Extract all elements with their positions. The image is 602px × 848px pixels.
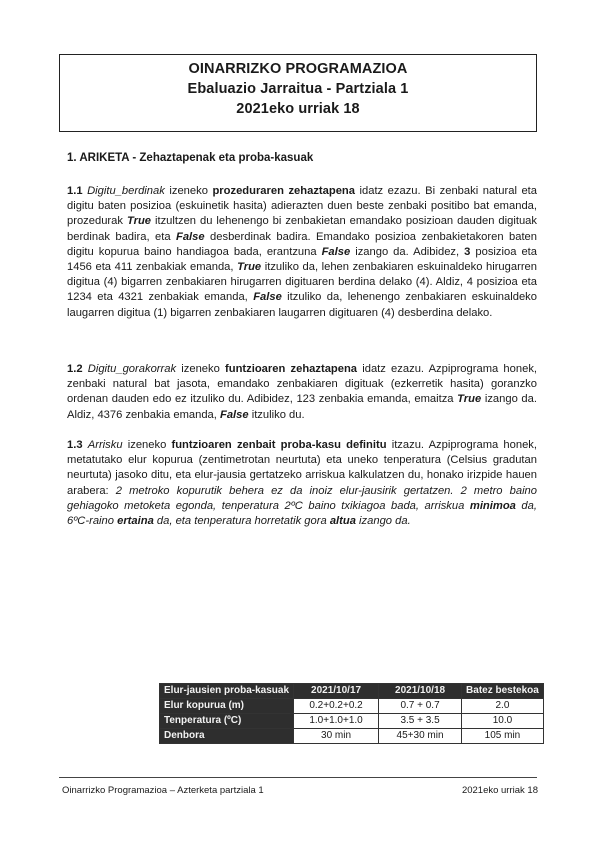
emphasis: funtzioaren zehaztapena <box>225 363 358 375</box>
criteria-text: izango da. <box>355 515 411 528</box>
emphasis: prozeduraren zehaztapena <box>212 185 355 197</box>
table-header-row <box>160 684 544 699</box>
function-name: Digitu_gorakorrak <box>87 363 177 375</box>
text: itzuliko da, lehen zenbakiaren eskuinaldeko hirugarren digitua (4) bigarren zenbakiaren hirugarren digituaren berdina delako (4). Aldiz, 4 posizioa eta 1234 eta 4321 zenbakiak emanda, <box>67 261 537 304</box>
section-title: 1. ARIKETA - Zehaztapenak eta proba-kasuak <box>67 152 314 164</box>
course-title: OINARRIZKO PROGRAMAZIOA <box>188 61 408 77</box>
text: izango da. Adibidez, <box>350 245 465 258</box>
title-box <box>59 54 537 132</box>
table-header-cell: 2021/10/18 <box>379 684 462 699</box>
text: itzultzen du lehenengo bi zenbakietan emandako posizioan dauden digituak berdinak badira, eta <box>67 215 537 243</box>
exercise-1-1 <box>67 184 537 321</box>
text: izeneko <box>122 439 172 451</box>
text: idatz ezazu. Azpiprograma honek, zenbaki natural bat jasota, emandako zenbakiaren digituak (ezkerretik hasita) goranzko ordenan dauden edo ez itzuliko du. Adibidez, 123 zenbakia emanda, emaitza <box>67 363 538 406</box>
table-row <box>160 714 544 729</box>
text: izango da. Aldiz, 4376 zenbakia emanda, <box>67 393 537 421</box>
text: desberdinak badira. Emandako posizioa zenbakietakoren baten digitu kopurua baino handiagoa bada, erantzuna <box>67 230 537 258</box>
table-header-cell: 2021/10/17 <box>294 684 379 699</box>
table-cell: 105 min <box>462 729 544 744</box>
criteria-text: da, 6ºC-raino <box>67 499 537 528</box>
true-literal: True <box>457 393 482 406</box>
table-header-cell: Elur-jausien proba-kasuak <box>160 684 294 699</box>
table-cell: 30 min <box>294 729 379 744</box>
false-literal: False <box>175 230 205 243</box>
false-literal: False <box>253 291 282 304</box>
true-literal: True <box>237 261 262 274</box>
snow-data-table <box>159 683 544 744</box>
exercise-number: 1.3 <box>67 439 83 451</box>
emphasis: 3 <box>464 245 471 258</box>
false-literal: False <box>220 408 249 421</box>
table-cell: 3.5 + 3.5 <box>379 714 462 729</box>
text: izeneko <box>164 185 213 197</box>
criteria-text: 2 metroko kopurutik behera ez da inoiz elur-jausirik gertatzen. 2 metro baino gehiagoko metoketa egonda, tenperatura 2ºC baino txikiagoa bada, arriskua <box>67 484 537 512</box>
table-cell: 45+30 min <box>379 729 462 744</box>
exercise-1-2 <box>67 362 537 423</box>
table-row <box>160 699 544 714</box>
risk-level: minimoa <box>469 499 516 512</box>
table-cell: 0.2+0.2+0.2 <box>294 699 379 714</box>
risk-level: altua <box>329 515 356 528</box>
text: itzuliko da, lehenengo zenbakiaren eskuinaldeko laugarren digitua (1) bigarren zenbakiaren laugarren digituaren (4) desberdina delako. <box>67 291 537 319</box>
emphasis: funtzioaren zenbait proba-kasu definitu <box>171 439 387 451</box>
footer-right: 2021eko urriak 18 <box>461 785 538 796</box>
row-label: Denbora <box>160 729 294 744</box>
footer-left: Oinarrizko Programazioa – Azterketa partziala 1 <box>62 785 264 796</box>
function-name: Digitu_berdinak <box>87 185 165 197</box>
exercise-number: 1.1 <box>67 185 83 197</box>
true-literal: True <box>126 215 151 228</box>
text: itzuliko du. <box>248 408 305 421</box>
footer-divider <box>59 777 537 778</box>
table-cell: 1.0+1.0+1.0 <box>294 714 379 729</box>
exam-subtitle: Ebaluazio Jarraitua - Partziala 1 <box>187 81 409 97</box>
table-cell: 2.0 <box>462 699 544 714</box>
exercise-1-3 <box>67 438 537 529</box>
text: izeneko <box>176 363 226 375</box>
criteria-text: da, eta tenperatura horretatik gora <box>153 515 330 528</box>
function-name: Arrisku <box>87 439 123 451</box>
table-cell: 10.0 <box>462 714 544 729</box>
text: idatz ezazu. Bi zenbaki natural eta digitu baten posizioa (eskuinetik hasita) adierazten duen beste zenbaki positibo bat emanda, prozedurak <box>67 185 538 228</box>
exam-date: 2021eko urriak 18 <box>236 101 360 117</box>
text: posizioa eta 1456 eta 411 zenbakiak emanda, <box>67 245 537 274</box>
table-cell: 0.7 + 0.7 <box>379 699 462 714</box>
false-literal: False <box>321 245 351 258</box>
row-label: Elur kopurua (m) <box>160 699 294 714</box>
table-header-cell: Batez bestekoa <box>462 684 544 699</box>
table-row <box>160 729 544 744</box>
text: itzazu. Azpiprograma honek, metatutako elur kopurua (zentimetrotan neurtuta) eta uneko tenperatura (Celsius gradutan neurtuta) jasoko ditu, eta elur-jausia gertatzeko arriskua kalkulatzen du, honako irizpide hauen arabera: <box>67 439 538 497</box>
risk-level: ertaina <box>117 515 154 528</box>
row-label: Tenperatura (ºC) <box>160 714 294 729</box>
exercise-number: 1.2 <box>67 363 83 375</box>
